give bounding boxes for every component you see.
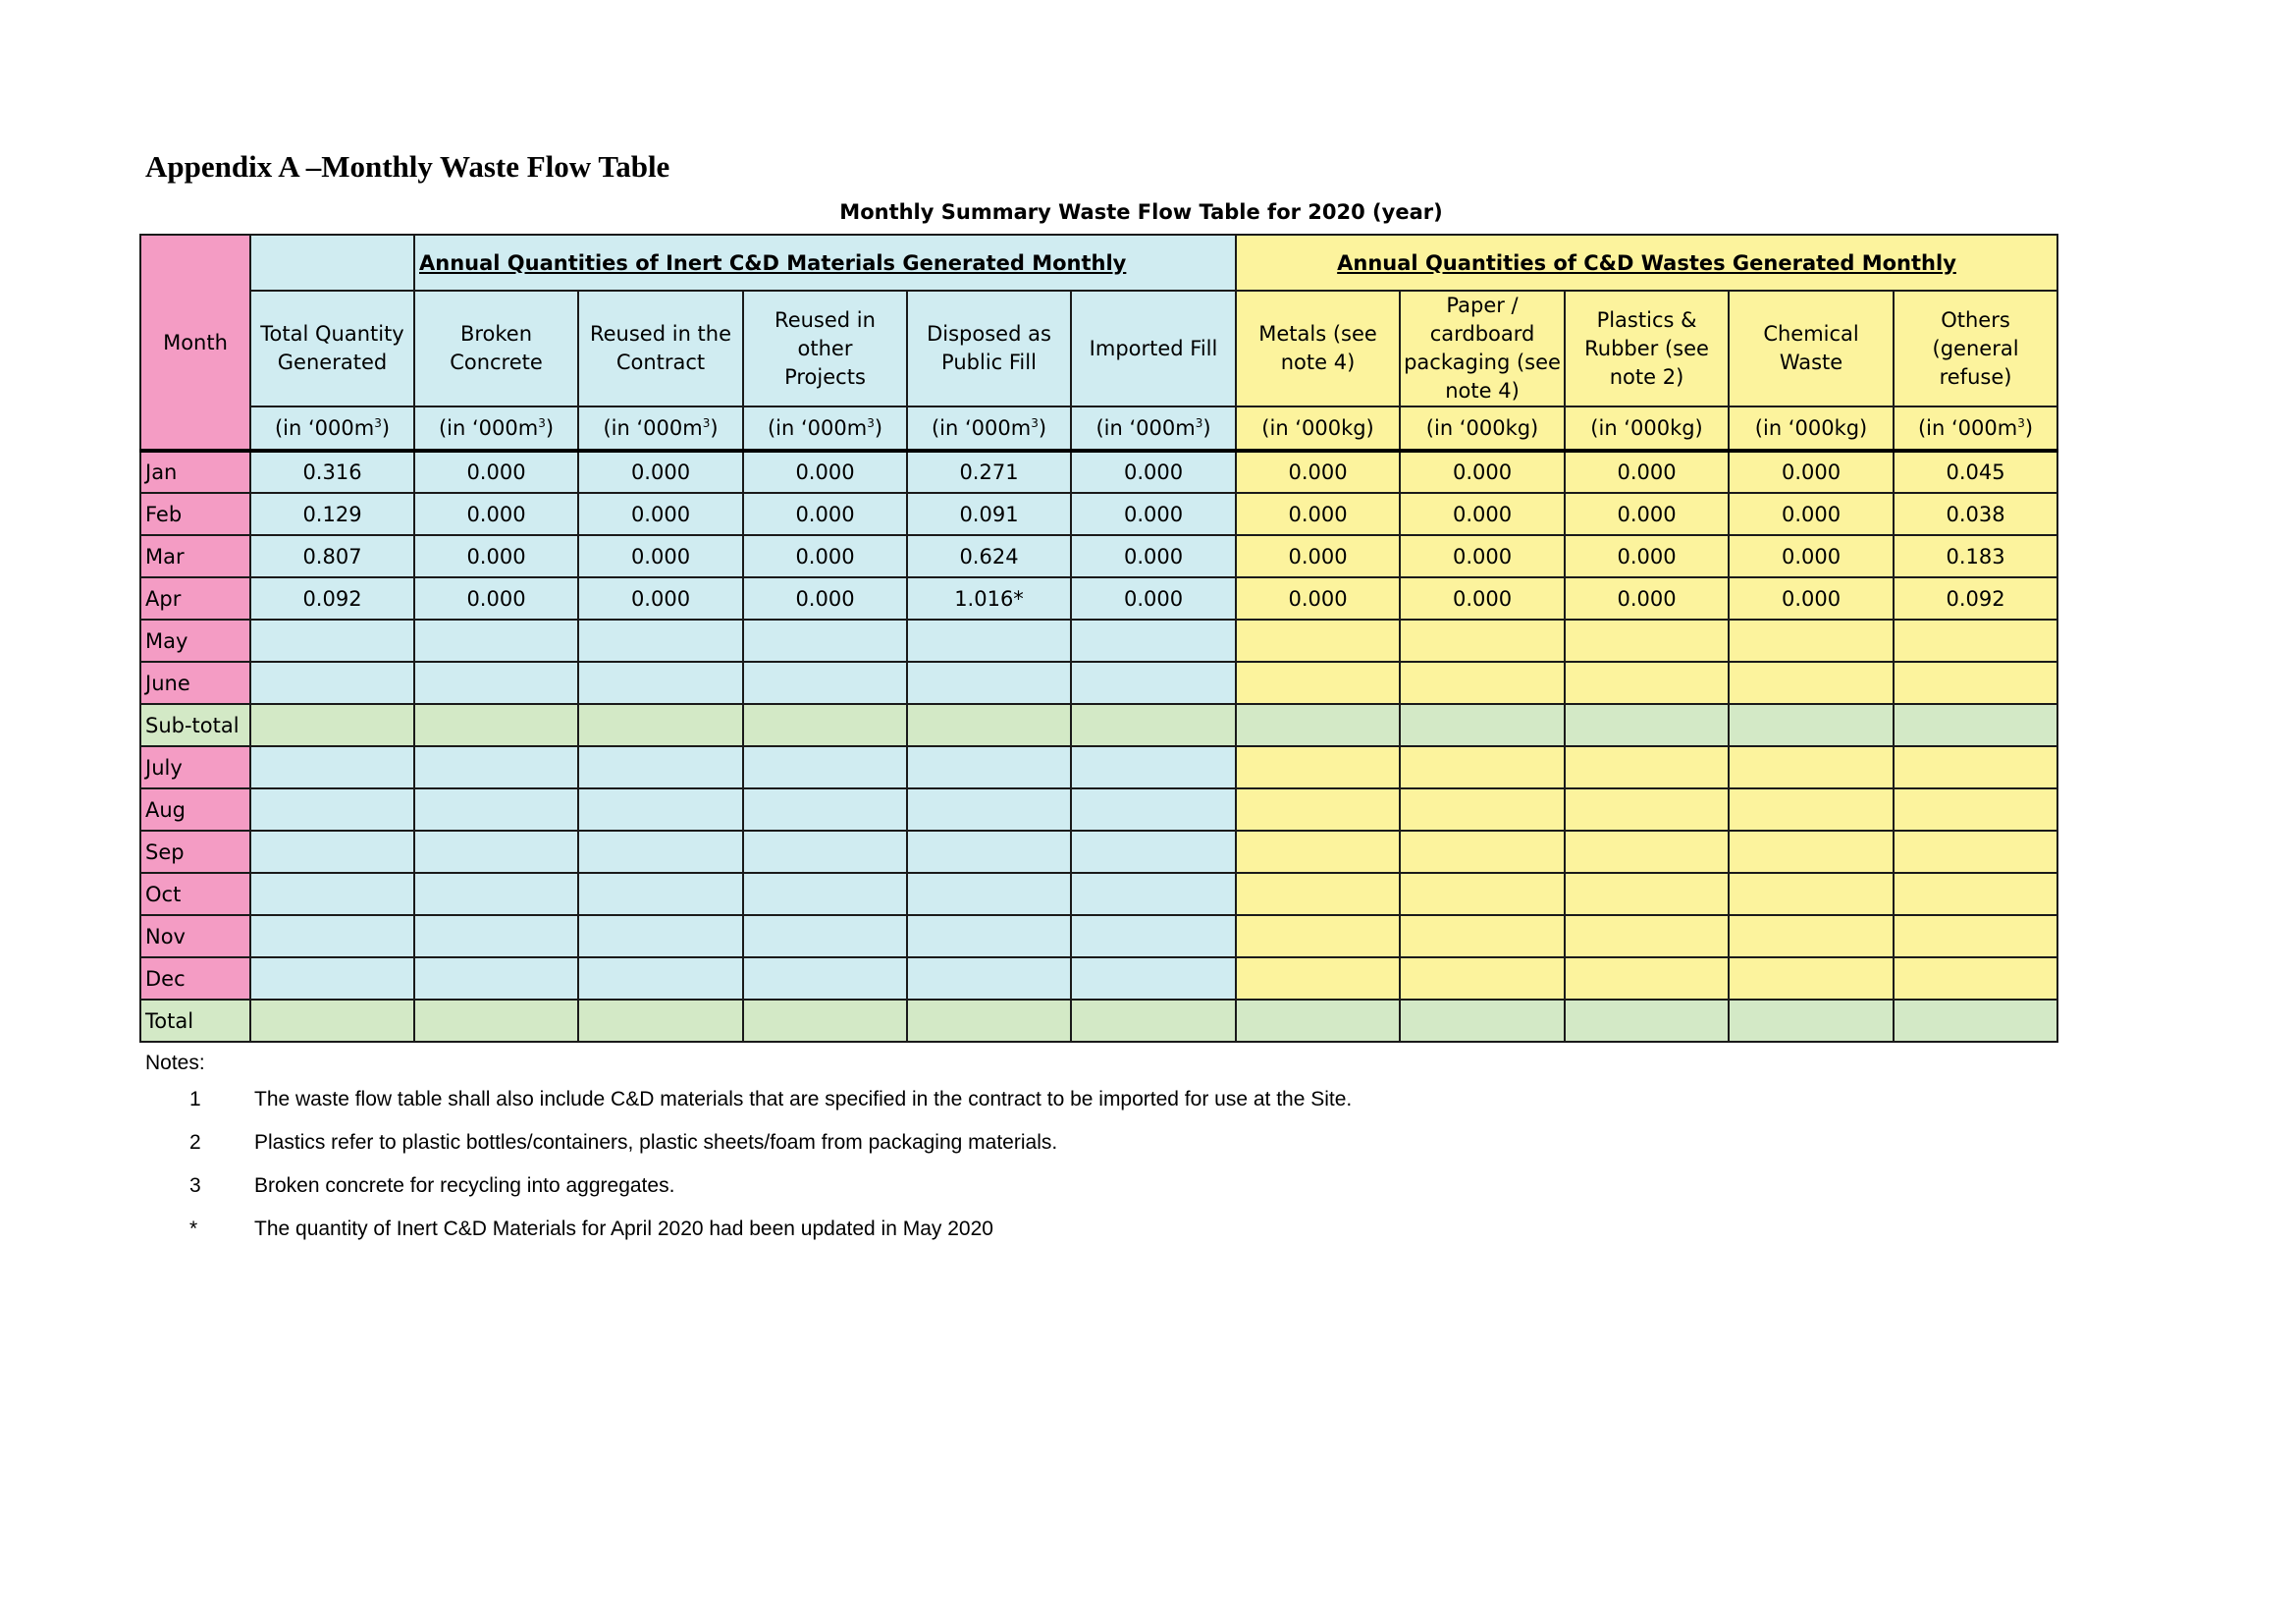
value-cell: 0.000 xyxy=(1565,577,1729,620)
value-cell xyxy=(1400,746,1565,788)
value-cell xyxy=(1236,915,1400,957)
month-label-cell: Dec xyxy=(140,957,250,1000)
value-cell xyxy=(1894,620,2057,662)
value-cell: 0.000 xyxy=(1071,577,1236,620)
value-cell xyxy=(1894,704,2057,746)
unit-cell xyxy=(250,406,414,451)
column-header-line: Reused in other xyxy=(774,307,876,360)
value-cell xyxy=(414,620,578,662)
value-cell xyxy=(1729,704,1894,746)
column-header xyxy=(1894,291,2057,406)
value-cell xyxy=(1236,1000,1400,1042)
value-cell xyxy=(578,788,743,831)
month-label-cell: Mar xyxy=(140,535,250,577)
value-cell: 0.092 xyxy=(1894,577,2057,620)
waste-flow-table xyxy=(139,234,2058,1043)
unit-cell xyxy=(1400,406,1565,451)
column-header xyxy=(907,291,1071,406)
value-cell xyxy=(578,1000,743,1042)
value-cell: 0.271 xyxy=(907,451,1071,493)
unit-label: (in ‘000kg) xyxy=(1754,416,1868,440)
unit-cell xyxy=(414,406,578,451)
column-header xyxy=(578,291,743,406)
unit-superscript: 3 xyxy=(538,416,546,430)
value-cell xyxy=(1400,873,1565,915)
month-label-cell: Apr xyxy=(140,577,250,620)
value-cell xyxy=(743,662,907,704)
value-cell xyxy=(1400,704,1565,746)
value-cell: 0.000 xyxy=(1236,577,1400,620)
column-header-line: Reused in the xyxy=(589,322,732,346)
value-cell: 0.624 xyxy=(907,535,1071,577)
unit-label: (in ‘000kg) xyxy=(1261,416,1374,440)
value-cell: 0.000 xyxy=(743,535,907,577)
value-cell xyxy=(1071,788,1236,831)
month-row xyxy=(140,451,2057,493)
value-cell xyxy=(414,915,578,957)
value-cell xyxy=(1894,662,2057,704)
column-header xyxy=(1400,291,1565,406)
value-cell xyxy=(250,788,414,831)
value-cell: 0.000 xyxy=(578,451,743,493)
column-header-line: (general refuse) xyxy=(1932,336,2019,389)
column-header-line: Disposed as xyxy=(927,322,1051,346)
column-header-line: Contract xyxy=(615,351,706,374)
value-cell xyxy=(578,873,743,915)
value-cell xyxy=(1236,957,1400,1000)
value-cell: 0.038 xyxy=(1894,493,2057,535)
unit-label-end: ) xyxy=(1038,416,1047,440)
notes-section xyxy=(145,1049,1353,1251)
table-caption: Monthly Summary Waste Flow Table for 2020 (year) xyxy=(839,200,1443,224)
value-cell xyxy=(414,662,578,704)
unit-superscript: 3 xyxy=(702,416,711,430)
value-cell xyxy=(1894,831,2057,873)
value-cell: 0.000 xyxy=(1071,493,1236,535)
value-cell xyxy=(1894,957,2057,1000)
value-cell xyxy=(1236,662,1400,704)
unit-label-end: ) xyxy=(874,416,883,440)
month-row xyxy=(140,915,2057,957)
unit-cell xyxy=(578,406,743,451)
note-item xyxy=(145,1208,993,1251)
value-cell xyxy=(250,957,414,1000)
unit-cell xyxy=(907,406,1071,451)
value-cell: 0.183 xyxy=(1894,535,2057,577)
value-cell xyxy=(250,831,414,873)
value-cell xyxy=(414,873,578,915)
value-cell: 0.000 xyxy=(1236,493,1400,535)
unit-cell xyxy=(1071,406,1236,451)
month-label-cell: Nov xyxy=(140,915,250,957)
value-cell: 0.000 xyxy=(1400,535,1565,577)
column-header xyxy=(250,291,414,406)
column-header-line: Public Fill xyxy=(941,351,1037,374)
value-cell xyxy=(1565,873,1729,915)
column-header-line: Metals (see xyxy=(1258,322,1377,346)
value-cell: 0.000 xyxy=(414,577,578,620)
note-item xyxy=(145,1121,1058,1164)
unit-cell xyxy=(1236,406,1400,451)
month-row xyxy=(140,957,2057,1000)
value-cell xyxy=(1894,788,2057,831)
value-cell xyxy=(1729,746,1894,788)
value-cell xyxy=(1236,831,1400,873)
column-header-line: note 4) xyxy=(1445,379,1520,403)
value-cell xyxy=(743,746,907,788)
value-cell: 0.000 xyxy=(1729,493,1894,535)
value-cell: 0.316 xyxy=(250,451,414,493)
value-cell xyxy=(1400,662,1565,704)
note-text: The quantity of Inert C&D Materials for April 2020 had been updated in May 2020 xyxy=(254,1218,993,1240)
value-cell xyxy=(1894,1000,2057,1042)
value-cell xyxy=(743,788,907,831)
month-row xyxy=(140,535,2057,577)
unit-superscript: 3 xyxy=(867,416,875,430)
month-row xyxy=(140,662,2057,704)
value-cell: 0.000 xyxy=(1400,451,1565,493)
table-header xyxy=(140,235,2057,451)
value-cell xyxy=(1400,915,1565,957)
month-row xyxy=(140,493,2057,535)
value-cell: 0.000 xyxy=(1729,535,1894,577)
value-cell xyxy=(250,746,414,788)
value-cell xyxy=(743,873,907,915)
value-cell xyxy=(578,704,743,746)
value-cell: 0.000 xyxy=(414,493,578,535)
value-cell: 0.000 xyxy=(743,577,907,620)
value-cell xyxy=(1071,662,1236,704)
note-text: Broken concrete for recycling into aggregates. xyxy=(254,1174,675,1197)
value-cell xyxy=(250,873,414,915)
unit-label-end: ) xyxy=(2024,416,2034,440)
value-cell xyxy=(907,831,1071,873)
month-column-header: Month xyxy=(140,235,250,451)
value-cell xyxy=(250,1000,414,1042)
value-cell: 0.000 xyxy=(1565,451,1729,493)
column-header-line: Chemical Waste xyxy=(1763,322,1859,374)
value-cell xyxy=(578,915,743,957)
value-cell: 0.000 xyxy=(578,493,743,535)
value-cell xyxy=(907,788,1071,831)
value-cell xyxy=(414,1000,578,1042)
value-cell xyxy=(250,704,414,746)
notes-label: Notes: xyxy=(145,1052,205,1074)
value-cell xyxy=(1400,957,1565,1000)
column-header xyxy=(1236,291,1400,406)
value-cell xyxy=(578,620,743,662)
column-header-line: note 4) xyxy=(1280,351,1356,374)
column-header-line: cardboard xyxy=(1429,322,1535,346)
value-cell xyxy=(743,957,907,1000)
note-marker: 1 xyxy=(189,1088,201,1110)
value-cell: 0.000 xyxy=(1729,451,1894,493)
value-cell xyxy=(1400,788,1565,831)
appendix-title: Appendix A –Monthly Waste Flow Table xyxy=(145,149,670,184)
value-cell xyxy=(1565,746,1729,788)
value-cell xyxy=(907,746,1071,788)
value-cell xyxy=(1565,704,1729,746)
note-marker: 2 xyxy=(189,1131,201,1154)
value-cell xyxy=(578,957,743,1000)
value-cell xyxy=(1071,873,1236,915)
value-cell xyxy=(578,746,743,788)
column-header-row xyxy=(140,291,2057,406)
value-cell xyxy=(414,788,578,831)
value-cell xyxy=(1565,620,1729,662)
unit-label: (in ‘000m xyxy=(931,416,1032,440)
value-cell: 0.000 xyxy=(1071,451,1236,493)
group-header-row xyxy=(140,235,2057,291)
value-cell xyxy=(1729,831,1894,873)
value-cell xyxy=(907,620,1071,662)
note-marker: * xyxy=(189,1218,198,1240)
table-body xyxy=(140,451,2057,1042)
cd-wastes-group-header: Annual Quantities of C&D Wastes Generated Monthly xyxy=(1236,235,2057,291)
value-cell xyxy=(1236,620,1400,662)
column-header-line: Others xyxy=(1941,307,2010,332)
value-cell xyxy=(1071,1000,1236,1042)
unit-label: (in ‘000m xyxy=(1917,416,2018,440)
unit-superscript: 3 xyxy=(1195,416,1203,430)
value-cell xyxy=(1236,746,1400,788)
value-cell xyxy=(1236,788,1400,831)
column-header xyxy=(1565,291,1729,406)
unit-cell xyxy=(1729,406,1894,451)
month-row xyxy=(140,620,2057,662)
value-cell xyxy=(1729,620,1894,662)
month-label-cell: June xyxy=(140,662,250,704)
month-label-cell: Oct xyxy=(140,873,250,915)
value-cell xyxy=(907,662,1071,704)
value-cell xyxy=(578,662,743,704)
notes-list xyxy=(145,1078,1353,1251)
value-cell xyxy=(1729,662,1894,704)
month-label-cell: Feb xyxy=(140,493,250,535)
value-cell xyxy=(1729,873,1894,915)
value-cell xyxy=(1565,957,1729,1000)
value-cell xyxy=(1071,704,1236,746)
value-cell xyxy=(1894,746,2057,788)
value-cell: 0.045 xyxy=(1894,451,2057,493)
value-cell: 0.000 xyxy=(414,451,578,493)
column-header xyxy=(1071,291,1236,406)
unit-cell xyxy=(743,406,907,451)
month-label-cell: Aug xyxy=(140,788,250,831)
column-header-line: note 2) xyxy=(1609,364,1684,389)
unit-label: (in ‘000m xyxy=(438,416,539,440)
value-cell xyxy=(907,1000,1071,1042)
value-cell xyxy=(414,704,578,746)
value-cell xyxy=(250,662,414,704)
column-header-line: Total Quantity xyxy=(260,322,404,346)
value-cell xyxy=(1729,957,1894,1000)
column-header-line: Generated xyxy=(277,351,388,374)
value-cell: 0.000 xyxy=(1236,535,1400,577)
value-cell: 0.000 xyxy=(1565,493,1729,535)
value-cell xyxy=(1400,1000,1565,1042)
value-cell xyxy=(1236,873,1400,915)
value-cell: 0.092 xyxy=(250,577,414,620)
column-header-line: Concrete xyxy=(450,351,543,374)
total-row xyxy=(140,704,2057,746)
value-cell xyxy=(1565,1000,1729,1042)
month-label-cell: July xyxy=(140,746,250,788)
value-cell: 0.000 xyxy=(743,493,907,535)
column-header-line: Paper / xyxy=(1446,294,1519,317)
unit-row xyxy=(140,406,2057,451)
value-cell xyxy=(250,620,414,662)
value-cell xyxy=(1071,746,1236,788)
value-cell xyxy=(1565,662,1729,704)
note-item xyxy=(145,1164,675,1208)
total-row xyxy=(140,1000,2057,1042)
month-row xyxy=(140,746,2057,788)
note-marker: 3 xyxy=(189,1174,201,1197)
note-item xyxy=(145,1078,1353,1121)
unit-superscript: 3 xyxy=(2017,416,2025,430)
note-text: Plastics refer to plastic bottles/containers, plastic sheets/foam from packaging materials. xyxy=(254,1131,1058,1154)
value-cell xyxy=(743,831,907,873)
value-cell: 0.000 xyxy=(1071,535,1236,577)
value-cell: 0.000 xyxy=(1236,451,1400,493)
unit-label: (in ‘000kg) xyxy=(1590,416,1703,440)
value-cell xyxy=(1894,915,2057,957)
month-row xyxy=(140,577,2057,620)
month-label-cell: Jan xyxy=(140,451,250,493)
month-row xyxy=(140,831,2057,873)
value-cell xyxy=(1894,873,2057,915)
value-cell: 0.000 xyxy=(1565,535,1729,577)
value-cell: 0.000 xyxy=(1400,493,1565,535)
value-cell xyxy=(1071,957,1236,1000)
column-header xyxy=(414,291,578,406)
value-cell: 0.000 xyxy=(578,577,743,620)
value-cell xyxy=(414,957,578,1000)
value-cell: 0.000 xyxy=(578,535,743,577)
value-cell xyxy=(414,746,578,788)
unit-label: (in ‘000m xyxy=(767,416,868,440)
value-cell xyxy=(1565,915,1729,957)
value-cell xyxy=(1565,831,1729,873)
unit-label: (in ‘000kg) xyxy=(1425,416,1539,440)
unit-label-end: ) xyxy=(381,416,391,440)
column-header-line: Imported Fill xyxy=(1089,336,1218,360)
value-cell: 1.016* xyxy=(907,577,1071,620)
value-cell xyxy=(1729,788,1894,831)
value-cell: 0.807 xyxy=(250,535,414,577)
unit-superscript: 3 xyxy=(1031,416,1039,430)
value-cell: 0.000 xyxy=(414,535,578,577)
header-spacer-cell xyxy=(250,235,414,291)
unit-superscript: 3 xyxy=(374,416,382,430)
value-cell xyxy=(1071,915,1236,957)
note-text: The waste flow table shall also include C&D materials that are specified in the contract to be imported for use at the Site. xyxy=(254,1088,1353,1110)
value-cell xyxy=(743,704,907,746)
value-cell xyxy=(1729,1000,1894,1042)
value-cell: 0.129 xyxy=(250,493,414,535)
value-cell xyxy=(1071,831,1236,873)
column-header xyxy=(1729,291,1894,406)
column-header-line: Plastics & xyxy=(1596,307,1697,332)
month-label-cell: Sub-total xyxy=(140,704,250,746)
month-row xyxy=(140,788,2057,831)
value-cell xyxy=(1565,788,1729,831)
unit-label-end: ) xyxy=(1202,416,1211,440)
unit-label-end: ) xyxy=(545,416,555,440)
value-cell xyxy=(1400,620,1565,662)
value-cell xyxy=(414,831,578,873)
value-cell xyxy=(907,957,1071,1000)
column-header-line: packaging (see xyxy=(1404,351,1561,374)
value-cell: 0.091 xyxy=(907,493,1071,535)
value-cell xyxy=(250,915,414,957)
value-cell xyxy=(1236,704,1400,746)
column-header-line: Broken xyxy=(459,322,533,346)
value-cell xyxy=(907,873,1071,915)
value-cell: 0.000 xyxy=(1400,577,1565,620)
month-label-cell: Sep xyxy=(140,831,250,873)
value-cell xyxy=(743,915,907,957)
value-cell xyxy=(743,620,907,662)
column-header-line: Rubber (see xyxy=(1584,336,1709,360)
unit-cell xyxy=(1894,406,2057,451)
month-label-cell: May xyxy=(140,620,250,662)
column-header-line: Projects xyxy=(784,364,866,389)
value-cell xyxy=(578,831,743,873)
value-cell xyxy=(1071,620,1236,662)
month-row xyxy=(140,873,2057,915)
value-cell xyxy=(907,915,1071,957)
month-label-cell: Total xyxy=(140,1000,250,1042)
value-cell xyxy=(743,1000,907,1042)
unit-label: (in ‘000m xyxy=(603,416,703,440)
inert-materials-group-header: Annual Quantities of Inert C&D Materials Generated Monthly xyxy=(414,235,1236,291)
unit-label: (in ‘000m xyxy=(1095,416,1196,440)
value-cell xyxy=(1729,915,1894,957)
unit-label-end: ) xyxy=(710,416,719,440)
value-cell xyxy=(907,704,1071,746)
value-cell: 0.000 xyxy=(743,451,907,493)
column-header xyxy=(743,291,907,406)
unit-cell xyxy=(1565,406,1729,451)
unit-label: (in ‘000m xyxy=(274,416,375,440)
value-cell: 0.000 xyxy=(1729,577,1894,620)
value-cell xyxy=(1400,831,1565,873)
